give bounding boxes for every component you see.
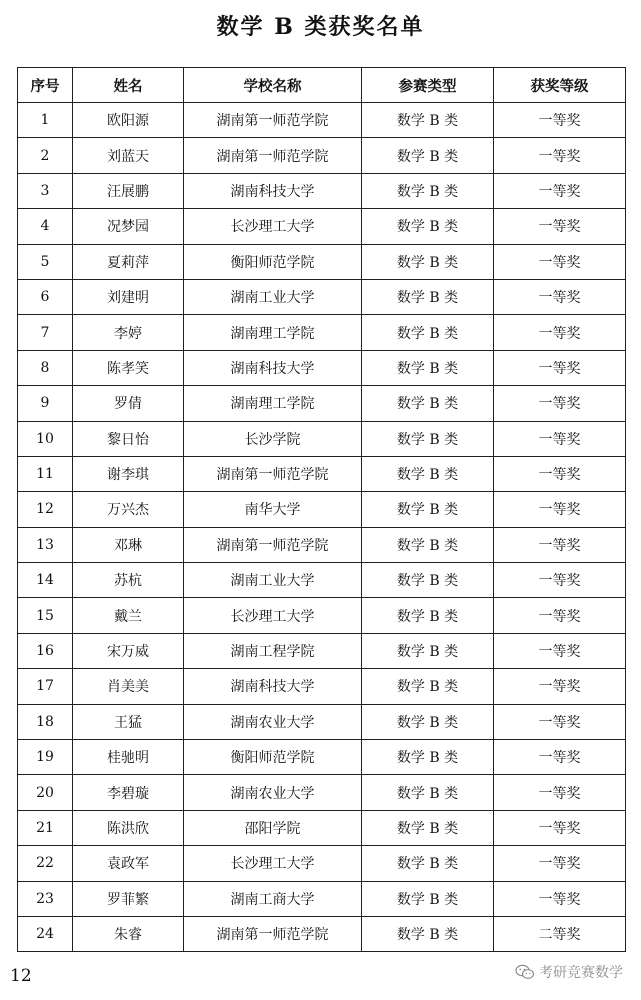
cell-index: 15 bbox=[18, 598, 73, 633]
cell-school: 南华大学 bbox=[184, 492, 362, 527]
cell-name: 汪展鹏 bbox=[73, 173, 184, 208]
cell-name: 夏莉萍 bbox=[73, 244, 184, 279]
cell-school: 湖南第一师范学院 bbox=[184, 103, 362, 138]
cell-award-level: 一等奖 bbox=[494, 492, 626, 527]
cell-school: 邵阳学院 bbox=[184, 810, 362, 845]
cell-school: 湖南第一师范学院 bbox=[184, 527, 362, 562]
cell-category: 数学 B 类 bbox=[362, 881, 494, 916]
table-body bbox=[18, 103, 626, 952]
cell-index: 9 bbox=[18, 386, 73, 421]
cell-award-level: 一等奖 bbox=[494, 209, 626, 244]
cell-school: 湖南农业大学 bbox=[184, 704, 362, 739]
cell-index: 11 bbox=[18, 456, 73, 491]
cell-school: 衡阳师范学院 bbox=[184, 740, 362, 775]
cell-award-level: 一等奖 bbox=[494, 598, 626, 633]
awards-table bbox=[17, 67, 626, 952]
cell-school: 长沙理工大学 bbox=[184, 846, 362, 881]
table-header-row bbox=[18, 68, 626, 103]
cell-award-level: 一等奖 bbox=[494, 244, 626, 279]
table-row bbox=[18, 704, 626, 739]
cell-category: 数学 B 类 bbox=[362, 527, 494, 562]
cell-school: 湖南农业大学 bbox=[184, 775, 362, 810]
cell-index: 10 bbox=[18, 421, 73, 456]
header-index: 序号 bbox=[18, 68, 73, 103]
cell-award-level: 一等奖 bbox=[494, 740, 626, 775]
table-row bbox=[18, 209, 626, 244]
cell-award-level: 一等奖 bbox=[494, 279, 626, 314]
cell-name: 宋万威 bbox=[73, 633, 184, 668]
cell-award-level: 一等奖 bbox=[494, 315, 626, 350]
cell-category: 数学 B 类 bbox=[362, 456, 494, 491]
cell-category: 数学 B 类 bbox=[362, 103, 494, 138]
cell-category: 数学 B 类 bbox=[362, 563, 494, 598]
cell-category: 数学 B 类 bbox=[362, 350, 494, 385]
cell-school: 长沙理工大学 bbox=[184, 209, 362, 244]
cell-index: 24 bbox=[18, 916, 73, 951]
cell-award-level: 一等奖 bbox=[494, 138, 626, 173]
cell-name: 苏杭 bbox=[73, 563, 184, 598]
cell-category: 数学 B 类 bbox=[362, 315, 494, 350]
table-row bbox=[18, 350, 626, 385]
header-award-level: 获奖等级 bbox=[494, 68, 626, 103]
cell-index: 2 bbox=[18, 138, 73, 173]
table-row bbox=[18, 138, 626, 173]
cell-name: 邓琳 bbox=[73, 527, 184, 562]
cell-school: 湖南科技大学 bbox=[184, 173, 362, 208]
cell-school: 湖南工业大学 bbox=[184, 563, 362, 598]
cell-award-level: 一等奖 bbox=[494, 103, 626, 138]
cell-name: 万兴杰 bbox=[73, 492, 184, 527]
table-row bbox=[18, 244, 626, 279]
table-row bbox=[18, 846, 626, 881]
table-row bbox=[18, 456, 626, 491]
cell-name: 罗倩 bbox=[73, 386, 184, 421]
cell-index: 7 bbox=[18, 315, 73, 350]
header-category: 参赛类型 bbox=[362, 68, 494, 103]
table-row bbox=[18, 492, 626, 527]
cell-school: 衡阳师范学院 bbox=[184, 244, 362, 279]
cell-name: 朱睿 bbox=[73, 916, 184, 951]
watermark-text: 考研竞赛数学 bbox=[539, 965, 623, 981]
cell-index: 19 bbox=[18, 740, 73, 775]
cell-category: 数学 B 类 bbox=[362, 173, 494, 208]
table-row bbox=[18, 916, 626, 951]
table-row bbox=[18, 527, 626, 562]
cell-index: 17 bbox=[18, 669, 73, 704]
cell-index: 1 bbox=[18, 103, 73, 138]
cell-index: 21 bbox=[18, 810, 73, 845]
table-row bbox=[18, 810, 626, 845]
cell-index: 23 bbox=[18, 881, 73, 916]
cell-name: 黎日怡 bbox=[73, 421, 184, 456]
table-row bbox=[18, 386, 626, 421]
cell-school: 湖南工业大学 bbox=[184, 279, 362, 314]
table-row bbox=[18, 279, 626, 314]
table-row bbox=[18, 563, 626, 598]
cell-name: 肖美美 bbox=[73, 669, 184, 704]
cell-name: 况梦园 bbox=[73, 209, 184, 244]
cell-award-level: 一等奖 bbox=[494, 527, 626, 562]
table-row bbox=[18, 315, 626, 350]
cell-school: 湖南理工学院 bbox=[184, 315, 362, 350]
cell-name: 欧阳源 bbox=[73, 103, 184, 138]
cell-award-level: 二等奖 bbox=[494, 916, 626, 951]
table-row bbox=[18, 633, 626, 668]
cell-name: 罗菲繁 bbox=[73, 881, 184, 916]
table-row bbox=[18, 881, 626, 916]
cell-index: 16 bbox=[18, 633, 73, 668]
cell-index: 12 bbox=[18, 492, 73, 527]
cell-name: 袁政军 bbox=[73, 846, 184, 881]
cell-school: 湖南理工学院 bbox=[184, 386, 362, 421]
cell-award-level: 一等奖 bbox=[494, 633, 626, 668]
table-row bbox=[18, 669, 626, 704]
cell-award-level: 一等奖 bbox=[494, 350, 626, 385]
table-row bbox=[18, 103, 626, 138]
cell-category: 数学 B 类 bbox=[362, 279, 494, 314]
document-title: 数学 B 类获奖名单 bbox=[216, 14, 425, 40]
cell-category: 数学 B 类 bbox=[362, 740, 494, 775]
cell-category: 数学 B 类 bbox=[362, 704, 494, 739]
cell-category: 数学 B 类 bbox=[362, 492, 494, 527]
table-row bbox=[18, 740, 626, 775]
cell-award-level: 一等奖 bbox=[494, 775, 626, 810]
cell-name: 戴兰 bbox=[73, 598, 184, 633]
cell-index: 13 bbox=[18, 527, 73, 562]
cell-index: 4 bbox=[18, 209, 73, 244]
cell-index: 6 bbox=[18, 279, 73, 314]
cell-category: 数学 B 类 bbox=[362, 244, 494, 279]
cell-school: 湖南第一师范学院 bbox=[184, 916, 362, 951]
cell-school: 长沙理工大学 bbox=[184, 598, 362, 633]
table-row bbox=[18, 775, 626, 810]
cell-category: 数学 B 类 bbox=[362, 386, 494, 421]
table-row bbox=[18, 173, 626, 208]
cell-category: 数学 B 类 bbox=[362, 916, 494, 951]
cell-school: 湖南科技大学 bbox=[184, 669, 362, 704]
cell-award-level: 一等奖 bbox=[494, 421, 626, 456]
cell-name: 刘蓝天 bbox=[73, 138, 184, 173]
cell-name: 王猛 bbox=[73, 704, 184, 739]
cell-award-level: 一等奖 bbox=[494, 173, 626, 208]
cell-category: 数学 B 类 bbox=[362, 209, 494, 244]
cell-school: 湖南科技大学 bbox=[184, 350, 362, 385]
cell-name: 陈洪欣 bbox=[73, 810, 184, 845]
cell-category: 数学 B 类 bbox=[362, 669, 494, 704]
cell-school: 湖南第一师范学院 bbox=[184, 138, 362, 173]
cell-award-level: 一等奖 bbox=[494, 456, 626, 491]
cell-index: 22 bbox=[18, 846, 73, 881]
table-row bbox=[18, 598, 626, 633]
cell-category: 数学 B 类 bbox=[362, 810, 494, 845]
cell-index: 5 bbox=[18, 244, 73, 279]
cell-index: 14 bbox=[18, 563, 73, 598]
cell-school: 长沙学院 bbox=[184, 421, 362, 456]
cell-name: 陈孝笑 bbox=[73, 350, 184, 385]
cell-award-level: 一等奖 bbox=[494, 563, 626, 598]
cell-index: 3 bbox=[18, 173, 73, 208]
cell-name: 桂驰明 bbox=[73, 740, 184, 775]
cell-category: 数学 B 类 bbox=[362, 138, 494, 173]
cell-name: 李婷 bbox=[73, 315, 184, 350]
cell-award-level: 一等奖 bbox=[494, 386, 626, 421]
cell-category: 数学 B 类 bbox=[362, 598, 494, 633]
cell-name: 李碧璇 bbox=[73, 775, 184, 810]
wechat-icon bbox=[515, 964, 535, 980]
cell-award-level: 一等奖 bbox=[494, 704, 626, 739]
cell-index: 8 bbox=[18, 350, 73, 385]
cell-index: 18 bbox=[18, 704, 73, 739]
cell-category: 数学 B 类 bbox=[362, 846, 494, 881]
cell-category: 数学 B 类 bbox=[362, 633, 494, 668]
cell-award-level: 一等奖 bbox=[494, 669, 626, 704]
cell-school: 湖南工商大学 bbox=[184, 881, 362, 916]
cell-index: 20 bbox=[18, 775, 73, 810]
cell-category: 数学 B 类 bbox=[362, 421, 494, 456]
header-school: 学校名称 bbox=[184, 68, 362, 103]
cell-award-level: 一等奖 bbox=[494, 881, 626, 916]
cell-school: 湖南工程学院 bbox=[184, 633, 362, 668]
cell-award-level: 一等奖 bbox=[494, 846, 626, 881]
cell-school: 湖南第一师范学院 bbox=[184, 456, 362, 491]
cell-name: 谢李琪 bbox=[73, 456, 184, 491]
cell-category: 数学 B 类 bbox=[362, 775, 494, 810]
page-number: 12 bbox=[10, 966, 32, 986]
header-name: 姓名 bbox=[73, 68, 184, 103]
cell-award-level: 一等奖 bbox=[494, 810, 626, 845]
watermark bbox=[515, 962, 623, 982]
cell-name: 刘建明 bbox=[73, 279, 184, 314]
table-row bbox=[18, 421, 626, 456]
